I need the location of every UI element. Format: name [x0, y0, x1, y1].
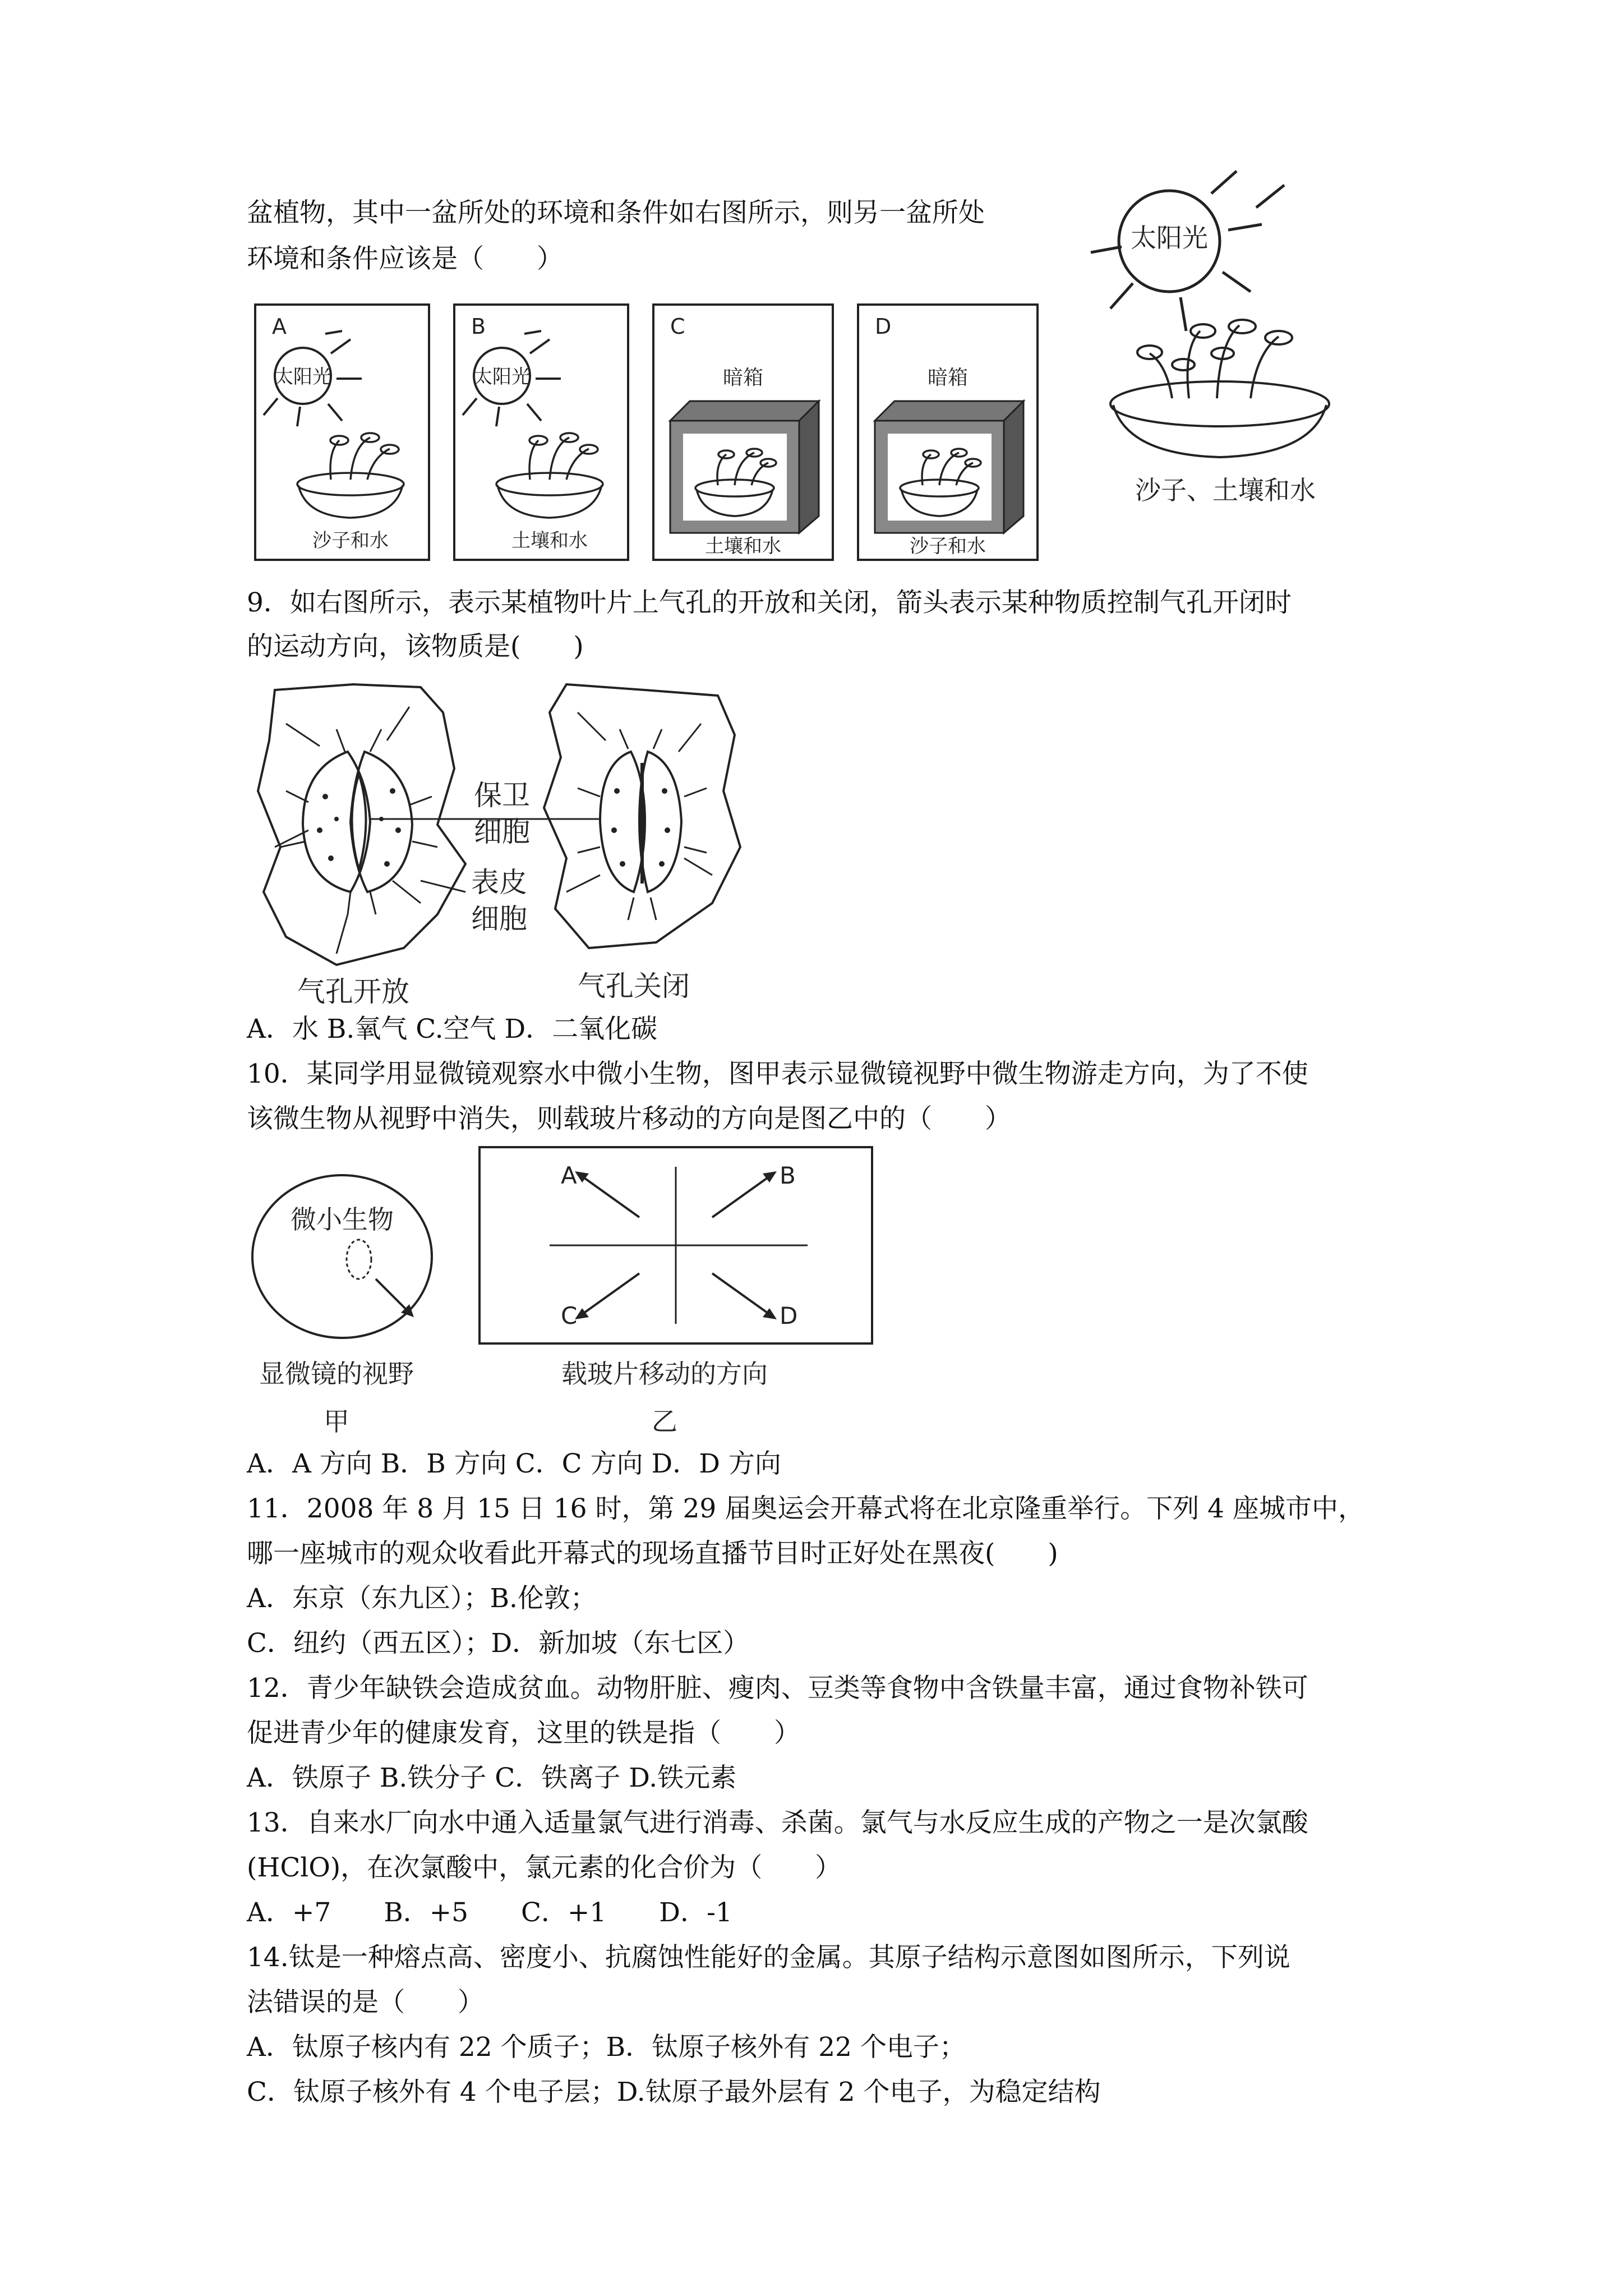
q10-options: A．A 方向 B．B 方向 C．C 方向 D．D 方向 [247, 1448, 781, 1479]
svg-text:沙子和水: 沙子和水 [312, 530, 389, 552]
q8-ref-sun-label: 太阳光 [1131, 223, 1208, 253]
organism-label: 微小生物 [291, 1204, 394, 1235]
q11-text-line-1: 11．2008 年 8 月 15 日 16 时，第 29 届奥运会开幕式将在北京隆重举行。下列 4 座城市中， [247, 1493, 1364, 1524]
q13-options: A．+7 B．+5 C．+1 D．-1 [247, 1897, 732, 1928]
label-guard-cell-2: 细胞 [474, 816, 530, 848]
dir-b: B [780, 1162, 796, 1189]
movement-arrow [376, 1279, 409, 1313]
svg-text:太阳光: 太阳光 [473, 366, 531, 388]
svg-text:C: C [670, 314, 685, 339]
caption-stoma-closed: 气孔关闭 [578, 970, 690, 1002]
q9-text-line-2: 的运动方向，该物质是( ) [247, 631, 584, 662]
dir-c: C [561, 1302, 578, 1329]
q12-text-line-1: 12．青少年缺铁会造成贫血。动物肝脏、瘦肉、豆类等食物中含铁量丰富，通过食物补铁可 [247, 1673, 1308, 1704]
q13-text-line-2: (HClO)，在次氯酸中，氯元素的化合价为（ ） [247, 1852, 842, 1883]
q14-options-2: C．钛原子核外有 4 个电子层；D.钛原子最外层有 2 个电子，为稳定结构 [247, 2077, 1101, 2108]
potted-plant-icon [1110, 320, 1329, 457]
yi-label: 乙 [652, 1406, 677, 1437]
q8-text-line-1: 盆植物，其中一盆所处的环境和条件如右图所示，则另一盆所处 [247, 197, 985, 228]
q14-options-1: A．钛原子核内有 22 个质子；B．钛原子核外有 22 个电子； [247, 2032, 966, 2063]
svg-text:暗箱: 暗箱 [722, 366, 764, 389]
dark-box-icon [875, 401, 1023, 533]
guard-cells-closed [600, 752, 681, 892]
q10-text-line-2: 该微生物从视野中消失，则载玻片移动的方向是图乙中的（ ） [247, 1103, 1011, 1134]
label-epidermis-2: 细胞 [471, 903, 527, 935]
dir-a: A [561, 1162, 577, 1189]
dir-d: D [780, 1302, 798, 1329]
svg-text:暗箱: 暗箱 [927, 366, 969, 389]
q8-reference-figure [1082, 163, 1374, 510]
svg-text:D: D [875, 314, 892, 339]
q11-options-1: A．东京（东九区）；B.伦敦； [247, 1583, 597, 1614]
q9-options: A．水 B.氧气 C.空气 D．二氧化碳 [247, 1014, 658, 1045]
q9-stomata-figure [252, 679, 757, 1010]
q8-options-figure [247, 300, 1077, 564]
svg-text:太阳光: 太阳光 [274, 366, 331, 388]
q10-microscope-figure [247, 1144, 920, 1458]
slide-caption: 载玻片移动的方向 [561, 1359, 768, 1389]
q10-text-line-1: 10．某同学用显微镜观察水中微小生物，图甲表示显微镜视野中微生物游走方向，为了不使 [247, 1059, 1308, 1089]
q11-text-line-2: 哪一座城市的观众收看此开幕式的现场直播节目时正好处在黑夜( ) [247, 1538, 1058, 1569]
label-guard-cell-1: 保卫 [474, 779, 530, 812]
q8-text-line-2: 环境和条件应该是（ ） [247, 243, 563, 274]
q12-text-line-2: 促进青少年的健康发育，这里的铁是指（ ） [247, 1718, 800, 1749]
caption-stoma-open: 气孔开放 [297, 976, 409, 1008]
svg-text:A: A [272, 314, 287, 339]
q8-option-c-panel [653, 305, 833, 560]
label-epidermis-1: 表皮 [471, 866, 527, 899]
q8-option-b-panel [454, 305, 628, 560]
dark-box-icon [670, 401, 819, 533]
svg-text:土壤和水: 土壤和水 [511, 530, 588, 552]
q11-options-2: C．纽约（西五区）；D．新加坡（东七区） [247, 1628, 750, 1659]
jia-label: 甲 [324, 1406, 349, 1437]
q8-option-a-panel [255, 305, 429, 560]
guard-cells-open [303, 752, 412, 892]
svg-text:土壤和水: 土壤和水 [705, 535, 781, 558]
svg-text:沙子和水: 沙子和水 [910, 535, 986, 558]
q13-text-line-1: 13．自来水厂向水中通入适量氯气进行消毒、杀菌。氯气与水反应生成的产物之一是次氯酸 [247, 1807, 1308, 1838]
svg-text:B: B [471, 314, 486, 339]
q14-text-line-1: 14.钛是一种熔点高、密度小、抗腐蚀性能好的金属。其原子结构示意图如图所示，下列说 [247, 1942, 1290, 1973]
microorganism-icon [347, 1240, 371, 1279]
q14-text-line-2: 法错误的是（ ） [247, 1987, 484, 2018]
q8-option-d-panel [858, 305, 1038, 560]
q9-text-line-1: 9．如右图所示，表示某植物叶片上气孔的开放和关闭，箭头表示某种物质控制气孔开闭时 [247, 587, 1292, 618]
field-caption: 显微镜的视野 [259, 1359, 414, 1389]
q12-options: A．铁原子 B.铁分子 C．铁离子 D.铁元素 [247, 1763, 737, 1793]
q8-ref-caption: 沙子、土壤和水 [1135, 475, 1316, 505]
